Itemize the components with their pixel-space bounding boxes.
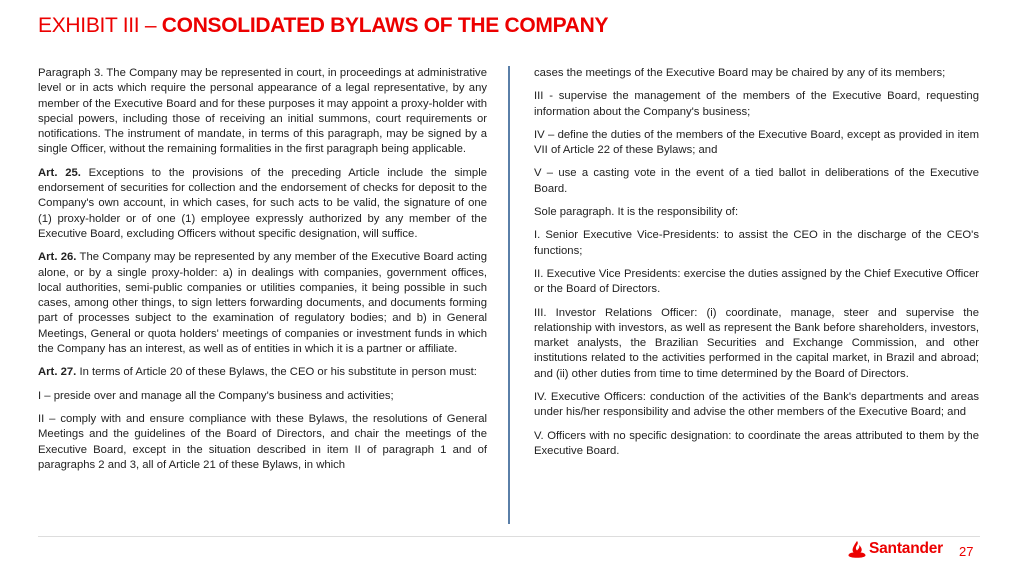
article-25 <box>38 166 487 242</box>
brand-name: Santander <box>869 540 943 557</box>
article-label: Art. 25. <box>38 166 81 179</box>
item-iii: III - supervise the management of the members of the Executive Board, requesting information about the Company's business; <box>534 90 979 118</box>
article-text: Exceptions to the provisions of the preceding Article include the simple endorsement of securities for collection and the endorsement of checks for deposit to the Company's own account, in which cases, for such acts to be valid, the signature of one (1) proxy-holder or of one (1) employee expressly authorized by any member of the Executive Board, excluding Officers without specific designation, will suffice. <box>38 166 487 240</box>
article-27 <box>38 365 487 380</box>
sole-paragraph: Sole paragraph. It is the responsibility of: <box>534 206 739 219</box>
right-column <box>534 66 979 467</box>
santander-flame-icon <box>848 540 866 558</box>
column-divider <box>508 66 510 524</box>
item-text: I – preside over and manage all the Company's business and activities; <box>38 389 394 402</box>
item-text: II – comply with and ensure compliance with these Bylaws, the resolutions of General Meetings and the guidelines of the Board of Directors, and chair the meetings of the Executive Board, except in the situation described in item II of paragraph 1 and of paragraphs 2 and 3, all of Article 21 of these Bylaws, in which <box>38 412 487 471</box>
article-label: Art. 27. <box>38 366 77 379</box>
title-emphasis: CONSOLIDATED BYLAWS OF THE COMPANY <box>161 14 609 37</box>
item-iv: IV – define the duties of the members of the Executive Board, except as provided in item VII of Article 22 of these Bylaws; and <box>534 128 979 157</box>
responsibility-ii: II. Executive Vice Presidents: exercise the duties assigned by the Chief Executive Officer or the Board of Directors. <box>534 267 979 296</box>
left-column <box>38 66 487 481</box>
page-number: 27 <box>959 544 974 559</box>
paragraph-3 <box>38 66 487 158</box>
responsibility-v: V. Officers with no specific designation: to coordinate the areas attributed to them by the Executive Board. <box>534 429 979 457</box>
article-label: Art. 26. <box>38 251 77 264</box>
article-text: In terms of Article 20 of these Bylaws, the CEO or his substitute in person must: <box>76 366 477 379</box>
responsibility-i: I. Senior Executive Vice-Presidents: to assist the CEO in the discharge of the CEO's functions; <box>534 229 979 257</box>
paragraph-text: Paragraph 3. The Company may be represented in court, in proceedings at administrative level or in acts which require the personal appearance of a legal representative, by any member of the Executive Board and for these purposes it may appoint a proxy-holder with special powers, including those of receiving an initial summons, court requirements or notifications. The instrument of mandate, in terms of this paragraph, may be signed by a single Officer, without the remaining formalities in the first paragraph being applicable. <box>38 67 487 156</box>
responsibility-iv: IV. Executive Officers: conduction of the activities of the Bank's departments and areas under his/her responsibility and advise the other members of the Executive Board; and <box>534 391 979 419</box>
title-prefix: EXHIBIT III – <box>38 14 162 37</box>
item-v: V – use a casting vote in the event of a tied ballot in deliberations of the Executive Board. <box>534 167 979 195</box>
item-i <box>38 389 487 404</box>
santander-logo <box>848 540 943 558</box>
responsibility-iii: III. Investor Relations Officer: (i) coordinate, manage, steer and supervise the relationship with investors, as well as represent the Bank before shareholders, investors, market analysts, the Brazilian Securities and Exchange Commission, and other institutions related to the activities performed in the capital market, in Brazil and abroad; and (ii) other duties from time to time determined by the Board of Directors. <box>534 306 979 380</box>
footer-rule <box>38 536 980 537</box>
page-title <box>38 14 608 38</box>
item-continuation: cases the meetings of the Executive Board may be chaired by any of its members; <box>534 67 946 79</box>
item-ii <box>38 412 487 473</box>
article-26 <box>38 250 487 357</box>
article-text: The Company may be represented by any member of the Executive Board acting alone, or by a single proxy-holder: a) in dealings with companies, government offices, local authorities, semi-public companies or utilities companies, it being possible in such cases, among other things, to sign letters forwarding documents, and documents forming part of processes subject to the examination of regulatory bodies; and b) in General Meetings, General or quota holders' meetings of companies or investment funds in which the Company has an interest, as well as of entities in which it is a partner or affiliate. <box>38 251 487 356</box>
